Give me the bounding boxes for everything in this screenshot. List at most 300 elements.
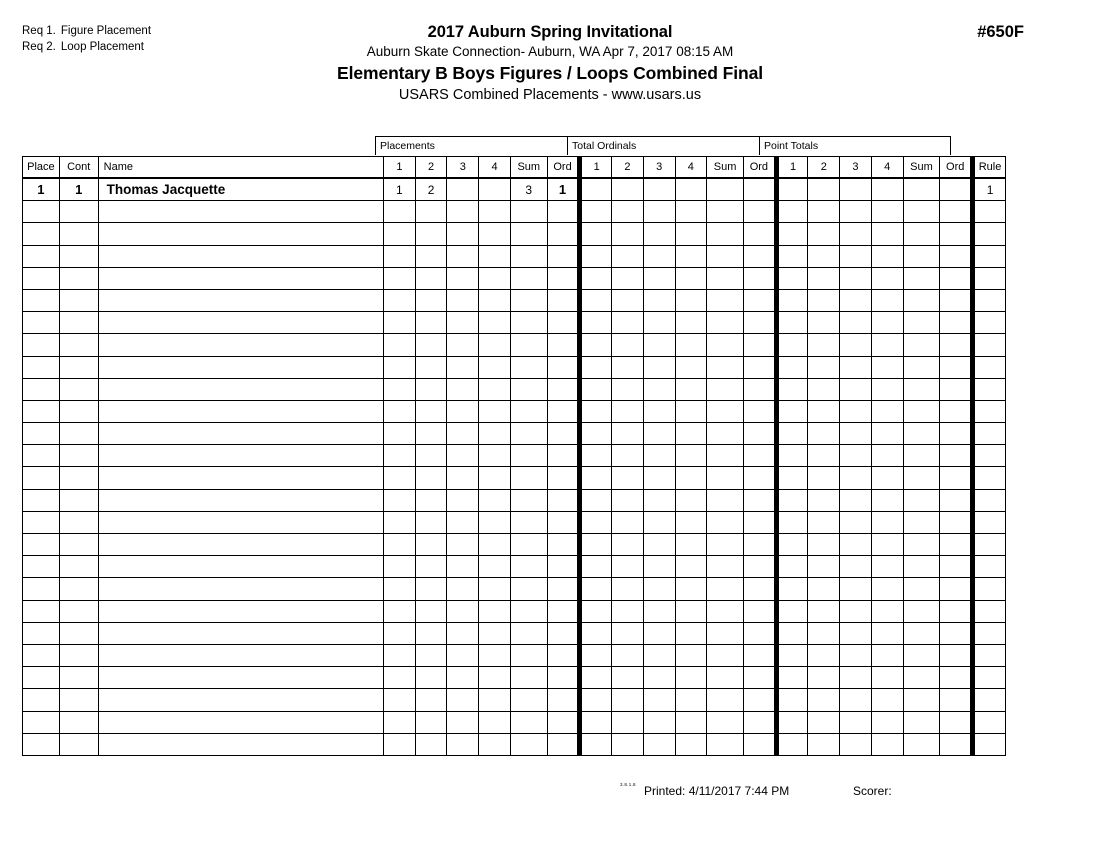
cell-pl4	[479, 644, 511, 666]
cell-pl4	[479, 334, 511, 356]
table-row	[23, 267, 1006, 289]
table-row	[23, 600, 1006, 622]
cell-to1	[580, 600, 612, 622]
cell-to2	[612, 289, 644, 311]
cell-cont	[59, 312, 98, 334]
cell-tosum	[707, 689, 744, 711]
cell-place	[23, 622, 60, 644]
cell-pl2	[415, 578, 447, 600]
cell-pl4	[479, 423, 511, 445]
cell-pt3	[840, 689, 872, 711]
table-row	[23, 622, 1006, 644]
cell-place	[23, 467, 60, 489]
cell-tosum	[707, 511, 744, 533]
cell-pt1	[776, 423, 808, 445]
cell-to1	[580, 467, 612, 489]
cell-rule	[973, 245, 1006, 267]
cell-pl4	[479, 400, 511, 422]
table-row	[23, 534, 1006, 556]
cell-pl4	[479, 356, 511, 378]
cell-to4	[675, 334, 707, 356]
cell-plord	[547, 511, 580, 533]
cell-name	[98, 400, 383, 422]
column-header-pt3: 3	[840, 157, 872, 179]
cell-plord	[547, 644, 580, 666]
cell-to1	[580, 223, 612, 245]
cell-name	[98, 223, 383, 245]
cell-rule	[973, 733, 1006, 755]
cell-ptord	[940, 400, 973, 422]
cell-tosum	[707, 178, 744, 201]
cell-rule	[973, 356, 1006, 378]
cell-plord	[547, 312, 580, 334]
cell-to4	[675, 223, 707, 245]
cell-ptord	[940, 667, 973, 689]
cell-toord	[744, 289, 777, 311]
cell-place	[23, 644, 60, 666]
cell-plord	[547, 223, 580, 245]
cell-pt2	[808, 467, 840, 489]
column-header-to2: 2	[612, 157, 644, 179]
cell-pl4	[479, 223, 511, 245]
cell-pl2	[415, 622, 447, 644]
cell-cont	[59, 644, 98, 666]
cell-pl2	[415, 489, 447, 511]
cell-ptsum	[903, 334, 940, 356]
cell-name	[98, 245, 383, 267]
cell-pl3	[447, 600, 479, 622]
cell-pl3	[447, 334, 479, 356]
cell-to1	[580, 711, 612, 733]
cell-ptord	[940, 423, 973, 445]
cell-pl2	[415, 644, 447, 666]
cell-rule	[973, 556, 1006, 578]
cell-plord	[547, 733, 580, 755]
cell-to3	[643, 201, 675, 223]
cell-rule	[973, 511, 1006, 533]
cell-pt2	[808, 711, 840, 733]
cell-pl3	[447, 578, 479, 600]
cell-pt1	[776, 312, 808, 334]
scorer-label: Scorer:	[853, 784, 892, 798]
cell-pt3	[840, 667, 872, 689]
cell-name	[98, 511, 383, 533]
cell-cont	[59, 267, 98, 289]
cell-to2	[612, 400, 644, 422]
cell-toord	[744, 423, 777, 445]
cell-to1	[580, 245, 612, 267]
cell-pl2	[415, 400, 447, 422]
cell-name	[98, 534, 383, 556]
requirement-tag: Req 2.	[22, 40, 56, 53]
cell-ptord	[940, 378, 973, 400]
cell-pl2	[415, 733, 447, 755]
group-header-band	[375, 136, 976, 156]
cell-tosum	[707, 644, 744, 666]
cell-pl3	[447, 423, 479, 445]
cell-to3	[643, 289, 675, 311]
placements-table	[22, 156, 1006, 756]
column-header-to1: 1	[580, 157, 612, 179]
cell-to3	[643, 223, 675, 245]
cell-pt4	[871, 245, 903, 267]
cell-ptsum	[903, 356, 940, 378]
cell-pt4	[871, 267, 903, 289]
cell-pt3	[840, 400, 872, 422]
table-row	[23, 312, 1006, 334]
cell-pt2	[808, 489, 840, 511]
cell-pt2	[808, 578, 840, 600]
cell-pt4	[871, 489, 903, 511]
cell-ptord	[940, 511, 973, 533]
table-row	[23, 667, 1006, 689]
cell-pt1	[776, 622, 808, 644]
cell-pt3	[840, 467, 872, 489]
cell-to4	[675, 733, 707, 755]
cell-plsum	[510, 622, 547, 644]
cell-to2	[612, 423, 644, 445]
cell-plord	[547, 334, 580, 356]
cell-ptsum	[903, 378, 940, 400]
cell-plord	[547, 356, 580, 378]
cell-plord	[547, 689, 580, 711]
cell-pt1	[776, 334, 808, 356]
cell-toord	[744, 534, 777, 556]
cell-plsum	[510, 245, 547, 267]
cell-pt3	[840, 201, 872, 223]
cell-pl1	[384, 289, 416, 311]
cell-to2	[612, 489, 644, 511]
cell-cont	[59, 289, 98, 311]
cell-pl3	[447, 711, 479, 733]
table-row	[23, 400, 1006, 422]
cell-place	[23, 689, 60, 711]
cell-cont	[59, 245, 98, 267]
cell-plsum	[510, 489, 547, 511]
cell-pt3	[840, 356, 872, 378]
cell-to2	[612, 534, 644, 556]
cell-to4	[675, 423, 707, 445]
cell-pl1	[384, 689, 416, 711]
column-header-plsum: Sum	[510, 157, 547, 179]
cell-cont	[59, 556, 98, 578]
cell-pt1	[776, 445, 808, 467]
cell-name	[98, 644, 383, 666]
cell-pt4	[871, 467, 903, 489]
cell-name	[98, 378, 383, 400]
cell-to3	[643, 378, 675, 400]
cell-plord	[547, 534, 580, 556]
cell-pl3	[447, 467, 479, 489]
cell-plsum	[510, 223, 547, 245]
cell-tosum	[707, 622, 744, 644]
cell-pl3	[447, 356, 479, 378]
table-row	[23, 689, 1006, 711]
cell-tosum	[707, 667, 744, 689]
cell-pl4	[479, 378, 511, 400]
cell-pl1	[384, 578, 416, 600]
cell-to1	[580, 201, 612, 223]
cell-plord	[547, 245, 580, 267]
cell-place	[23, 223, 60, 245]
cell-pl3	[447, 689, 479, 711]
cell-pt1	[776, 511, 808, 533]
cell-plord	[547, 378, 580, 400]
cell-cont	[59, 689, 98, 711]
cell-pt2	[808, 201, 840, 223]
cell-pt2	[808, 689, 840, 711]
table-row	[23, 334, 1006, 356]
cell-to2	[612, 467, 644, 489]
cell-cont	[59, 511, 98, 533]
cell-toord	[744, 600, 777, 622]
cell-toord	[744, 667, 777, 689]
cell-tosum	[707, 711, 744, 733]
cell-toord	[744, 178, 777, 201]
cell-pl4	[479, 667, 511, 689]
cell-pl2	[415, 312, 447, 334]
table-row	[23, 201, 1006, 223]
cell-place	[23, 600, 60, 622]
cell-rule	[973, 378, 1006, 400]
cell-name	[98, 578, 383, 600]
cell-pt1	[776, 534, 808, 556]
cell-to4	[675, 467, 707, 489]
cell-cont	[59, 201, 98, 223]
cell-toord	[744, 578, 777, 600]
cell-cont	[59, 622, 98, 644]
column-header-pl1: 1	[384, 157, 416, 179]
cell-pl1	[384, 378, 416, 400]
cell-pl3	[447, 511, 479, 533]
cell-tosum	[707, 312, 744, 334]
cell-to4	[675, 556, 707, 578]
cell-pl4	[479, 467, 511, 489]
column-header-name: Name	[98, 157, 383, 179]
cell-ptord	[940, 622, 973, 644]
cell-pl3	[447, 201, 479, 223]
cell-pl1	[384, 534, 416, 556]
cell-ptord	[940, 201, 973, 223]
cell-pl4	[479, 289, 511, 311]
cell-pl3	[447, 289, 479, 311]
cell-place	[23, 356, 60, 378]
cell-pl4	[479, 178, 511, 201]
column-header-pt1: 1	[776, 157, 808, 179]
page-footer	[22, 781, 1006, 803]
cell-place	[23, 534, 60, 556]
cell-ptsum	[903, 423, 940, 445]
cell-pt3	[840, 312, 872, 334]
cell-pt2	[808, 534, 840, 556]
cell-to4	[675, 245, 707, 267]
cell-pt4	[871, 378, 903, 400]
cell-tosum	[707, 378, 744, 400]
cell-place	[23, 423, 60, 445]
cell-ptsum	[903, 667, 940, 689]
cell-ptord	[940, 556, 973, 578]
cell-place: 1	[23, 178, 60, 201]
cell-pl4	[479, 245, 511, 267]
cell-pl1	[384, 223, 416, 245]
cell-pl1	[384, 667, 416, 689]
cell-pt3	[840, 289, 872, 311]
cell-cont	[59, 600, 98, 622]
cell-to2	[612, 578, 644, 600]
group-header-placements: Placements	[375, 136, 567, 155]
cell-name	[98, 600, 383, 622]
cell-plsum	[510, 356, 547, 378]
cell-ptsum	[903, 267, 940, 289]
table-row	[23, 711, 1006, 733]
cell-tosum	[707, 245, 744, 267]
cell-name	[98, 312, 383, 334]
cell-toord	[744, 489, 777, 511]
cell-pt1	[776, 578, 808, 600]
cell-to4	[675, 267, 707, 289]
column-header-cont: Cont	[59, 157, 98, 179]
cell-to2	[612, 556, 644, 578]
cell-ptord	[940, 312, 973, 334]
cell-to4	[675, 289, 707, 311]
cell-pt4	[871, 289, 903, 311]
cell-pt2	[808, 178, 840, 201]
cell-toord	[744, 556, 777, 578]
cell-ptsum	[903, 312, 940, 334]
table-row	[23, 489, 1006, 511]
cell-plord	[547, 556, 580, 578]
cell-pt3	[840, 711, 872, 733]
table-row	[23, 556, 1006, 578]
cell-ptsum	[903, 556, 940, 578]
requirement-label: Loop Placement	[60, 40, 145, 53]
cell-to2	[612, 356, 644, 378]
page-title: Elementary B Boys Figures / Loops Combined Final	[337, 63, 763, 83]
cell-pl2	[415, 201, 447, 223]
cell-to3	[643, 733, 675, 755]
cell-place	[23, 667, 60, 689]
cell-plord	[547, 289, 580, 311]
cell-pl1	[384, 201, 416, 223]
cell-name	[98, 201, 383, 223]
cell-pl3	[447, 556, 479, 578]
cell-pl3	[447, 644, 479, 666]
cell-pt4	[871, 733, 903, 755]
cell-pl2	[415, 511, 447, 533]
cell-ptsum	[903, 445, 940, 467]
cell-toord	[744, 223, 777, 245]
cell-cont	[59, 223, 98, 245]
cell-to3	[643, 400, 675, 422]
cell-plsum	[510, 733, 547, 755]
cell-to3	[643, 245, 675, 267]
cell-pt1	[776, 378, 808, 400]
cell-toord	[744, 733, 777, 755]
cell-toord	[744, 622, 777, 644]
cell-rule	[973, 267, 1006, 289]
cell-pt1	[776, 400, 808, 422]
cell-plord	[547, 489, 580, 511]
cell-pl1	[384, 711, 416, 733]
cell-to1	[580, 511, 612, 533]
cell-place	[23, 201, 60, 223]
cell-to2	[612, 644, 644, 666]
cell-plsum	[510, 445, 547, 467]
cell-ptsum	[903, 622, 940, 644]
table-row	[23, 644, 1006, 666]
cell-to3	[643, 711, 675, 733]
cell-plsum	[510, 201, 547, 223]
cell-ptsum	[903, 223, 940, 245]
cell-ptsum	[903, 711, 940, 733]
cell-to3	[643, 622, 675, 644]
table-row	[23, 733, 1006, 755]
cell-cont	[59, 667, 98, 689]
cell-tosum	[707, 201, 744, 223]
cell-to4	[675, 312, 707, 334]
cell-cont	[59, 467, 98, 489]
cell-cont	[59, 334, 98, 356]
cell-pt4	[871, 556, 903, 578]
table-row	[23, 445, 1006, 467]
cell-to1	[580, 400, 612, 422]
cell-ptord	[940, 267, 973, 289]
cell-pt1	[776, 711, 808, 733]
event-number: #650F	[977, 23, 1024, 41]
cell-name	[98, 667, 383, 689]
cell-pt2	[808, 622, 840, 644]
cell-pt4	[871, 334, 903, 356]
cell-name	[98, 467, 383, 489]
cell-toord	[744, 378, 777, 400]
cell-to4	[675, 356, 707, 378]
cell-to2	[612, 711, 644, 733]
cell-pl1	[384, 644, 416, 666]
cell-place	[23, 578, 60, 600]
cell-pt2	[808, 334, 840, 356]
cell-pl4	[479, 489, 511, 511]
cell-to4	[675, 689, 707, 711]
cell-to4	[675, 445, 707, 467]
cell-cont	[59, 378, 98, 400]
cell-place	[23, 445, 60, 467]
cell-to3	[643, 600, 675, 622]
cell-ptord	[940, 467, 973, 489]
column-header-pt4: 4	[871, 157, 903, 179]
table-row	[23, 511, 1006, 533]
cell-toord	[744, 711, 777, 733]
cell-cont	[59, 711, 98, 733]
cell-tosum	[707, 578, 744, 600]
cell-pl1	[384, 356, 416, 378]
cell-name	[98, 556, 383, 578]
cell-to4	[675, 489, 707, 511]
cell-pt4	[871, 622, 903, 644]
cell-to2	[612, 334, 644, 356]
cell-to3	[643, 534, 675, 556]
cell-plord	[547, 622, 580, 644]
table-body	[23, 178, 1006, 755]
cell-pt4	[871, 711, 903, 733]
table-row	[23, 245, 1006, 267]
cell-to3	[643, 644, 675, 666]
cell-pt4	[871, 356, 903, 378]
cell-pt2	[808, 400, 840, 422]
cell-pl1: 1	[384, 178, 416, 201]
cell-pt3	[840, 334, 872, 356]
cell-pl2	[415, 334, 447, 356]
cell-pt3	[840, 600, 872, 622]
